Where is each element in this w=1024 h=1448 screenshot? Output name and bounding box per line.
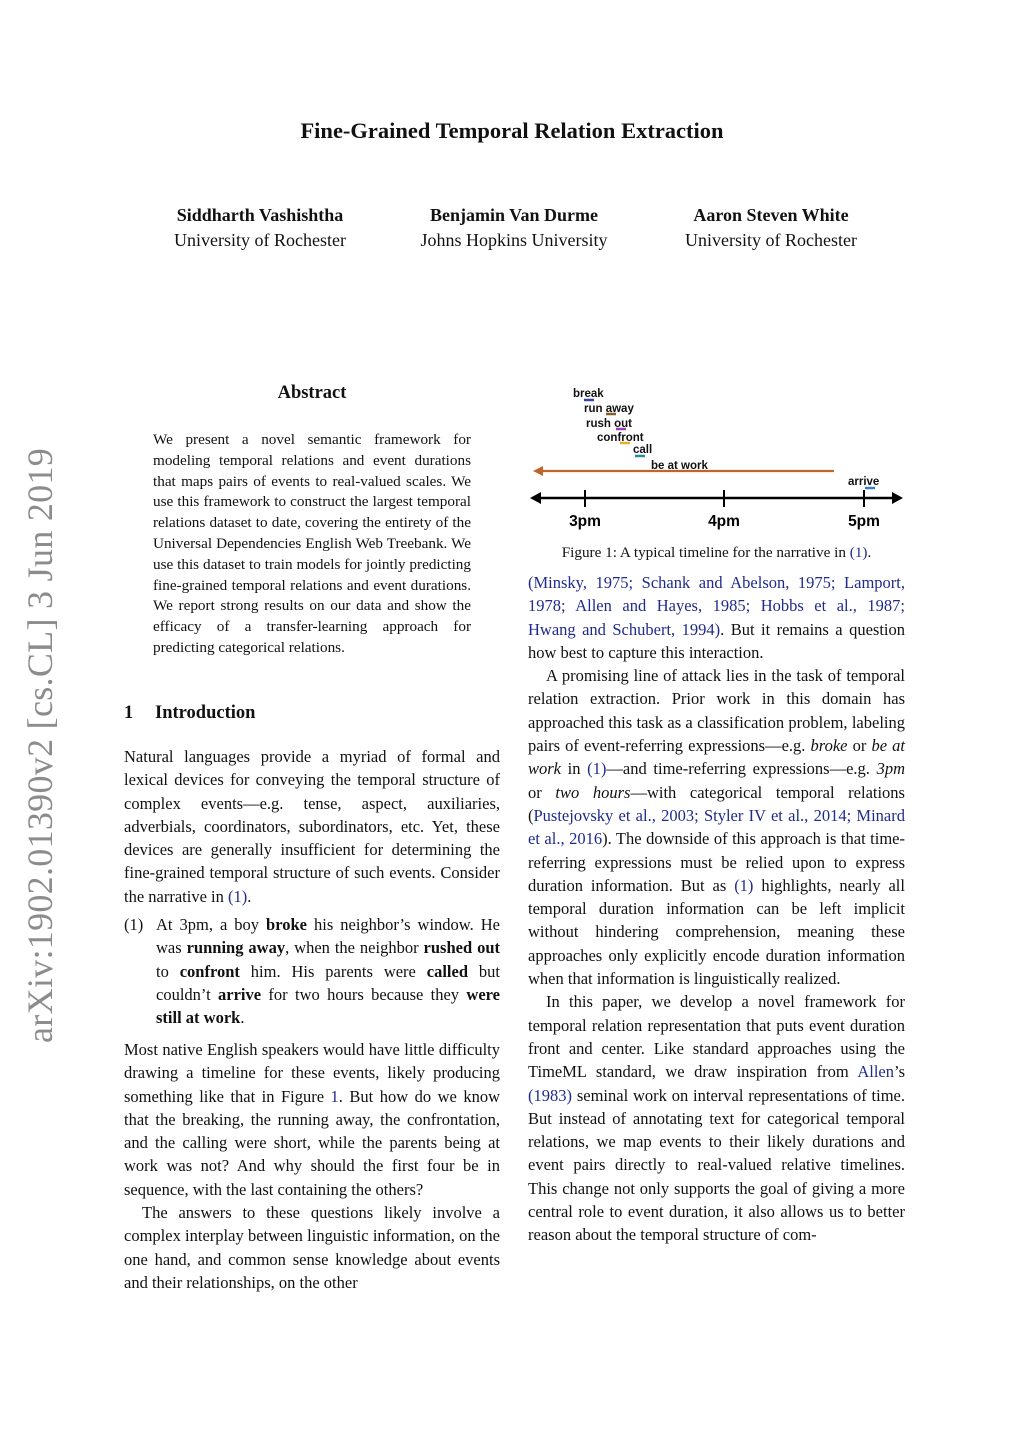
author-name: Aaron Steven White bbox=[693, 205, 849, 225]
abstract-text: We present a novel semantic framework for modeling temporal relations and event durations that maps pairs of events to real-valued scales. We use this framework to construct the largest temporal relations dataset to date, covering the entirety of the Universal Dependencies English Web Treebank. We use this dataset to train models for jointly predicting fine-grained temporal relations and event durations. We report strong results on our data and show the efficacy of a transfer-learning approach for predicting categorical relations. bbox=[153, 431, 471, 656]
paragraph-text: or bbox=[528, 782, 556, 802]
intro-paragraph-1 bbox=[124, 745, 500, 908]
paragraph-text: highlights, nearly all temporal duration information can be left implicit without hindering comprehension, meaning these approaches only explicitly encode duration information when that information is linguistically realized. bbox=[528, 875, 905, 989]
timeline-svg bbox=[528, 380, 905, 540]
citation-link[interactable]: Allen bbox=[857, 1062, 894, 1082]
paragraph-text: or bbox=[847, 736, 872, 756]
section-number: 1 bbox=[124, 703, 134, 723]
author-block-1 bbox=[145, 203, 375, 253]
section-heading bbox=[124, 703, 255, 724]
event-label: confront bbox=[597, 432, 644, 444]
example-ref-link[interactable]: (1) bbox=[849, 544, 868, 561]
author-block-3 bbox=[655, 203, 887, 253]
example-ref-link[interactable]: (1) bbox=[734, 875, 754, 895]
author-affiliation: University of Rochester bbox=[174, 230, 346, 250]
author-block-2 bbox=[395, 203, 633, 253]
paragraph-text: . bbox=[247, 886, 252, 906]
paragraph-text: Most native English speakers would have little difficulty drawing a timeline for these events, likely producing something like that in Figure bbox=[124, 1040, 500, 1106]
example-run: but couldn’t bbox=[156, 961, 500, 1004]
example-run: At 3pm, a boy bbox=[156, 915, 267, 934]
section-title: Introduction bbox=[155, 703, 256, 723]
example-number: (1) bbox=[124, 915, 144, 934]
event-term: running away bbox=[186, 938, 286, 958]
example-run: him. His parents were bbox=[239, 961, 427, 981]
italic-term: broke bbox=[810, 736, 848, 756]
event-label: call bbox=[633, 444, 653, 456]
caption-text: Figure 1: A typical timeline for the narrative in bbox=[561, 544, 850, 561]
paper-title: Fine-Grained Temporal Relation Extraction bbox=[300, 118, 724, 143]
paragraph-text: . But how do we know that the breaking, the running away, the confrontation, and the calling were short, while the parents being at work was not? And why should the first four be in sequence, with the last containing the others? bbox=[124, 1086, 500, 1199]
figure-ref-link[interactable]: 1 bbox=[330, 1086, 339, 1106]
author-affiliation: Johns Hopkins University bbox=[420, 230, 608, 250]
citation-link[interactable]: Pustejovsky et al., 2003; Styler IV et al., 2014; Minard et al., 2016 bbox=[528, 805, 905, 849]
event-term: were still at work bbox=[156, 984, 500, 1028]
example-run: for two hours because they bbox=[261, 984, 467, 1004]
event-label: be at work bbox=[651, 460, 708, 472]
event-term: broke bbox=[266, 915, 307, 934]
event-term: called bbox=[426, 961, 469, 981]
figure-1-timeline bbox=[528, 380, 905, 540]
italic-term: be at work bbox=[528, 736, 905, 779]
paragraph-text: ). The downside of this approach is that time-referring expressions must be relied upon to express duration information. But as bbox=[528, 829, 905, 895]
event-label: rush out bbox=[586, 418, 632, 430]
tick-label: 3pm bbox=[569, 513, 601, 530]
example-1 bbox=[124, 913, 500, 1029]
caption-text: . bbox=[867, 544, 872, 561]
paragraph-text: —and time-referring expressions—e.g. bbox=[606, 759, 877, 779]
paragraph-text: . But it remains a question how best to capture this interaction. bbox=[528, 619, 905, 662]
author-name: Siddharth Vashishtha bbox=[176, 205, 344, 225]
paragraph bbox=[528, 664, 905, 990]
example-run: . bbox=[240, 1008, 245, 1028]
event-term: rushed out bbox=[423, 938, 500, 958]
citation-link[interactable]: (1983) bbox=[528, 1085, 572, 1105]
example-run: his neighbor’s window. He was bbox=[156, 915, 500, 958]
right-column-text bbox=[528, 571, 905, 1247]
citation-link[interactable]: (Minsky, 1975; Schank and Abelson, 1975; Lamport, 1978; Allen and Hayes, 1985; Hobbs et al., 1987; Hwang and Schubert, 1994) bbox=[528, 573, 905, 639]
arxiv-stamp: arXiv:1902.01390v2 [cs.CL] 3 Jun 2019 bbox=[20, 447, 60, 1043]
author-affiliation: University of Rochester bbox=[685, 230, 857, 250]
italic-term: two hours bbox=[555, 782, 631, 802]
paragraph-text: ’s bbox=[893, 1062, 905, 1082]
example-run: , when the neighbor bbox=[285, 938, 424, 958]
intro-paragraphs-2-3 bbox=[124, 1038, 500, 1294]
paragraph-text: Natural languages provide a myriad of formal and lexical devices for conveying the temporal structure of complex events—e.g. tense, aspect, auxiliaries, adverbials, coordinators, subordinators, etc. Yet, these devices are generally insufficient for determining the fine-grained temporal structure of such events. Consider the narrative in bbox=[124, 747, 500, 906]
figure-caption bbox=[528, 544, 905, 562]
italic-term: 3pm bbox=[876, 759, 905, 779]
time-axis bbox=[530, 490, 903, 507]
example-ref-link[interactable]: (1) bbox=[587, 759, 607, 779]
tick-label: 5pm bbox=[848, 513, 880, 530]
event-label: arrive bbox=[848, 476, 880, 488]
paragraph-text: The answers to these questions likely involve a complex interplay between linguistic information, on the one hand, and common sense knowledge about events and their relationships, on the other bbox=[124, 1203, 500, 1292]
event-term: arrive bbox=[218, 984, 262, 1004]
paragraph-text: In this paper, we develop a novel framework for temporal relation representation that puts event duration front and center. Like standard approaches using the TimeML standard, we draw inspiration from bbox=[528, 992, 905, 1082]
example-text bbox=[156, 913, 500, 1029]
paragraph-text: —with categorical temporal relations ( bbox=[528, 782, 905, 825]
paragraph-text: seminal work on interval representations of time. But instead of annotating text for categorical temporal relations, we map events to their likely durations and event pairs directly to real-valued relative timelines. This change not only supports the goal of giving a more central role to event duration, it also allows us to better reason about the temporal structure of com- bbox=[528, 1085, 905, 1245]
paragraph-text: in bbox=[561, 759, 588, 779]
event-term: confront bbox=[179, 961, 240, 981]
example-ref-link[interactable]: (1) bbox=[228, 886, 248, 906]
tick-label: 4pm bbox=[708, 513, 740, 530]
example-run: to bbox=[156, 961, 180, 981]
paragraph bbox=[528, 990, 905, 1246]
event-label: run away bbox=[584, 403, 634, 415]
author-name: Benjamin Van Durme bbox=[429, 205, 599, 225]
event-label: break bbox=[573, 388, 604, 400]
abstract-heading: Abstract bbox=[277, 383, 347, 403]
paragraph-text: A promising line of attack lies in the task of temporal relation extraction. Prior work in this domain has approached this task as a classification problem, labeling pairs of event-referring expressions—e.g. bbox=[528, 666, 905, 756]
